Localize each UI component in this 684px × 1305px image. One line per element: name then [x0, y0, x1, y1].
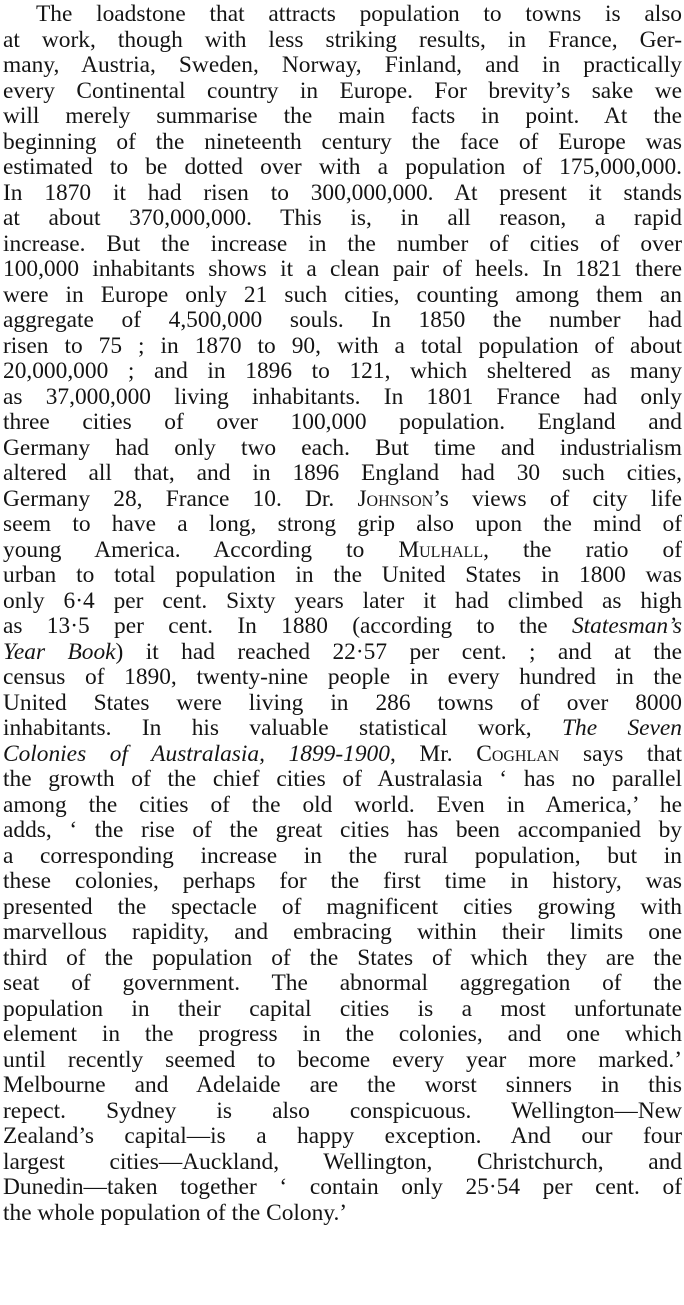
text-line: Germany had only two each. But time and industrialism	[3, 435, 682, 461]
text-line: Dunedin—taken together ‘ contain only 25·54 per cent. of	[3, 1175, 682, 1200]
person-name: Coghlan	[476, 741, 560, 767]
text-line: In 1870 it had risen to 300,000,000. At present it stands	[3, 180, 682, 206]
text-line: among the cities of the old world. Even in America,’ he	[3, 792, 682, 818]
text-line: 100,000 inhabitants shows it a clean pair of heels. In 1821 there	[3, 257, 682, 282]
person-name: Johnson	[357, 486, 434, 512]
text-line: increase. But the increase in the number of cities of over	[3, 231, 682, 257]
text-run: ) it had reached 22·57 per cent. ; and at the	[115, 639, 682, 665]
text-line: repect. Sydney is also conspicuous. Wellington—New	[3, 1098, 682, 1124]
person-name: Mulhall	[398, 537, 484, 563]
book-title: Colonies of Australasia, 1899-1900	[3, 741, 390, 767]
text-line	[3, 742, 682, 768]
text-run: , Mr.	[389, 741, 477, 767]
text-line: many, Austria, Sweden, Norway, Finland, and in practically	[3, 53, 682, 78]
text-line: at about 370,000,000. This is, in all reason, a rapid	[3, 206, 682, 231]
text-line: Zealand’s capital—is a happy exception. And our four	[3, 1124, 682, 1149]
book-title: Statesman’s	[571, 614, 682, 639]
text-line: United States were living in 286 towns of over 8000	[3, 690, 682, 716]
text-line: census of 1890, twenty-nine people in every hundred in the	[3, 665, 682, 690]
text-run: young America. According to	[3, 537, 399, 563]
text-line: element in the progress in the colonies, and one which	[3, 1022, 682, 1047]
text-line: Melbourne and Adelaide are the worst sinners in this	[3, 1073, 682, 1098]
text-run: ’s views of city life	[433, 486, 682, 512]
text-run: says that	[559, 741, 682, 767]
text-line: will merely summarise the main facts in point. At the	[3, 104, 682, 129]
text-run: , the ratio of	[483, 537, 682, 563]
text-run: Germany 28, France 10. Dr.	[3, 486, 358, 512]
text-line: presented the spectacle of magnificent cities growing with	[3, 894, 682, 920]
text-line: The loadstone that attracts population to towns is also	[36, 2, 682, 27]
text-line: the whole population of the Colony.’	[3, 1200, 348, 1226]
text-line	[3, 640, 682, 666]
text-line: risen to 75 ; in 1870 to 90, with a total population of about	[3, 333, 682, 359]
text-line: seat of government. The abnormal aggregation of the	[3, 971, 682, 996]
text-line: aggregate of 4,500,000 souls. In 1850 the number had	[3, 308, 682, 333]
text-line: seem to have a long, strong grip also upon the mind of	[3, 512, 682, 537]
text-line: 20,000,000 ; and in 1896 to 121, which sheltered as many	[3, 359, 682, 384]
text-line: altered all that, and in 1896 England had 30 such cities,	[3, 461, 682, 486]
book-title: Year Book	[3, 639, 116, 665]
text-line: adds, ‘ the rise of the great cities has been accompanied by	[3, 818, 682, 843]
text-run: as 13·5 per cent. In 1880 (according to the	[3, 614, 572, 639]
text-line: were in Europe only 21 such cities, counting among them an	[3, 282, 682, 308]
text-line	[3, 614, 682, 640]
text-line: third of the population of the States of which they are the	[3, 945, 682, 971]
text-line: until recently seemed to become every year more marked.’	[3, 1047, 682, 1073]
text-line	[3, 487, 682, 513]
text-line: largest cities—Auckland, Wellington, Christchurch, and	[3, 1149, 682, 1175]
text-line	[3, 716, 682, 742]
text-line: marvellous rapidity, and embracing within their limits one	[3, 920, 682, 945]
text-line: as 37,000,000 living inhabitants. In 1801 France had only	[3, 384, 682, 410]
text-line: the growth of the chief cities of Australasia ‘ has no parallel	[3, 767, 682, 792]
text-line: three cities of over 100,000 population. England and	[3, 410, 682, 435]
book-title: The Seven	[561, 716, 682, 741]
text-line: beginning of the nineteenth century the face of Europe was	[3, 129, 682, 155]
article-body	[3, 2, 682, 1226]
text-line: every Continental country in Europe. For brevity’s sake we	[3, 78, 682, 104]
text-line: a corresponding increase in the rural population, but in	[3, 843, 682, 869]
text-line: urban to total population in the United States in 1800 was	[3, 563, 682, 588]
text-line: only 6·4 per cent. Sixty years later it had climbed as high	[3, 588, 682, 614]
text-line: these colonies, perhaps for the first time in history, was	[3, 869, 682, 894]
text-line	[3, 538, 682, 564]
text-run: inhabitants. In his valuable statistical work,	[3, 716, 562, 741]
text-line: population in their capital cities is a most unfortunate	[3, 996, 682, 1022]
text-line: estimated to be dotted over with a population of 175,000,000.	[3, 155, 682, 180]
text-line: at work, though with less striking results, in France, Ger-	[3, 27, 682, 53]
